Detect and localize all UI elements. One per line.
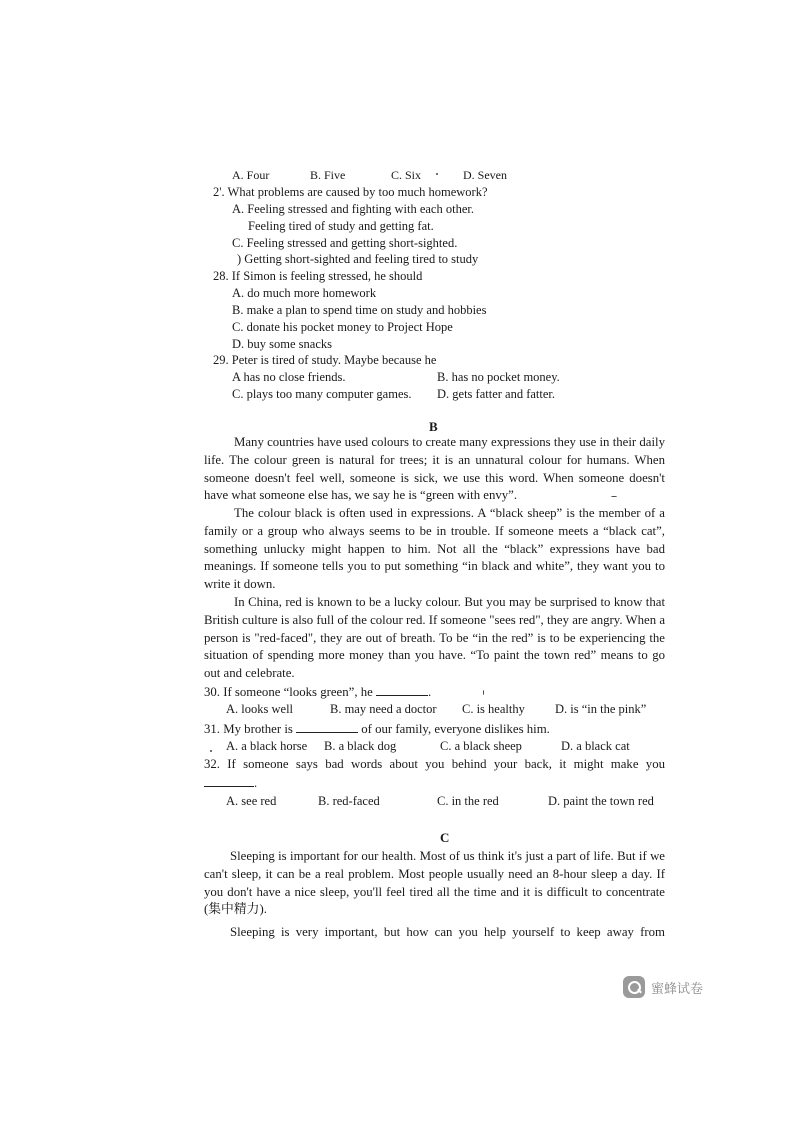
q30-option-b: B. may need a doctor [330, 702, 437, 716]
q29-option-d: D. gets fatter and fatter. [437, 387, 556, 401]
magnifier-icon [623, 976, 645, 998]
scan-speck [611, 496, 617, 497]
q30-option-a: A. looks well [226, 702, 294, 716]
q31-option-c: C. a black sheep [440, 739, 522, 753]
q30-option-c: C. is healthy [462, 702, 525, 716]
q32-stem-blank-line [204, 774, 257, 791]
scan-speck [436, 173, 438, 175]
q29-option-a: A has no close friends. [232, 370, 346, 384]
q28-option-a: A. do much more homework [232, 286, 377, 300]
section-c-paragraph-1 [204, 848, 665, 919]
scan-speck [210, 750, 212, 752]
q31-option-d: D. a black cat [561, 739, 630, 753]
section-b-paragraph-1-text: Many countries have used colours to create many expressions they use in their daily life. The colour green is natural for trees; it is an unnatural colour for humans. When someone doesn't feel well, someone is sick, we use this word. When someone doesn't have what someone else has, we say he is “green with envy”. [204, 435, 665, 503]
q28-option-b: B. make a plan to spend time on study and hobbies [232, 303, 487, 317]
scan-speck [483, 690, 484, 695]
q30-option-d: D. is “in the pink” [555, 702, 647, 716]
q32-option-b: B. red-faced [318, 794, 380, 808]
q30-stem [204, 683, 431, 700]
q26-option-b: B. Five [310, 168, 346, 182]
section-b-paragraph-3-text: In China, red is known to be a lucky colour. But you may be surprised to know that British culture is also full of the colour red. If someone "sees red", they are angry. When a person is "red-faced", they are out of breath. To be “in the red” is to be experiencing the situation of spending more money than you have. “To paint the town red” means to go out and celebrate. [204, 595, 665, 681]
q30-answer-blank [376, 683, 428, 696]
q26-option-c: C. Six [391, 168, 422, 182]
section-c-paragraph-2 [204, 924, 665, 942]
q28-option-d: D. buy some snacks [232, 337, 332, 351]
q28-option-c: C. donate his pocket money to Project Hope [232, 320, 453, 334]
q32-option-a: A. see red [226, 794, 277, 808]
q27-option-d: ) Getting short-sighted and feeling tired to study [237, 252, 479, 266]
section-c-paragraph-1-text: Sleeping is important for our health. Most of us think it's just a part of life. But if we can't sleep, it can be a real problem. Most people usually need an 8-hour sleep a day. If you don't have a nice sleep, you'll feel tired all the time and it is difficult to concentrate (集中精力). [204, 849, 665, 917]
section-b-paragraph-2-text: The colour black is often used in expressions. A “black sheep” is the member of a family or a group who always seems to be in trouble. If someone meets a “black cat”, something unlucky might happen to him. Not all the “black” expressions have bad meanings. If someone tells you to put something “in black and white”, they want you to write it down. [204, 506, 665, 592]
q30-stem-end: . [428, 685, 432, 699]
section-c-paragraph-2-text: Sleeping is very important, but how can you help yourself to keep away from [230, 925, 665, 939]
q29-option-b: B. has no pocket money. [437, 370, 560, 384]
q32-option-c: C. in the red [437, 794, 499, 808]
q27-option-c: C. Feeling stressed and getting short-sighted. [232, 236, 458, 250]
q29-stem: 29. Peter is tired of study. Maybe because he [213, 353, 437, 367]
q31-option-b: B. a black dog [324, 739, 397, 753]
q32-answer-blank [204, 774, 254, 787]
q31-stem-end: of our family, everyone dislikes him. [361, 722, 550, 736]
q30-stem-text: 30. If someone “looks green”, he [204, 685, 373, 699]
q29-option-c: C. plays too many computer games. [232, 387, 412, 401]
section-c-heading: C [440, 830, 450, 845]
q31-stem-text: 31. My brother is [204, 722, 293, 736]
q27-stem: 2'. What problems are caused by too much homework? [213, 185, 488, 199]
section-b-paragraph-3 [204, 594, 665, 683]
q32-stem-end: . [254, 776, 258, 790]
q32-option-d: D. paint the town red [548, 794, 654, 808]
q31-stem [204, 720, 550, 737]
q28-stem: 28. If Simon is feeling stressed, he should [213, 269, 423, 283]
watermark-text: 蜜蜂试卷 [651, 981, 704, 997]
watermark [623, 976, 703, 998]
section-b-heading: B [429, 419, 438, 434]
section-b-paragraph-2 [204, 505, 665, 594]
q27-option-b: Feeling tired of study and getting fat. [248, 219, 434, 233]
q32-stem: 32. If someone says bad words about you behind your back, it might make you [204, 757, 665, 771]
q26-option-a: A. Four [232, 168, 270, 182]
q31-answer-blank [296, 720, 358, 733]
q27-option-a: A. Feeling stressed and fighting with each other. [232, 202, 474, 216]
section-b-paragraph-1 [204, 434, 665, 505]
q31-option-a: A. a black horse [226, 739, 308, 753]
q26-option-d: D. Seven [463, 168, 507, 182]
